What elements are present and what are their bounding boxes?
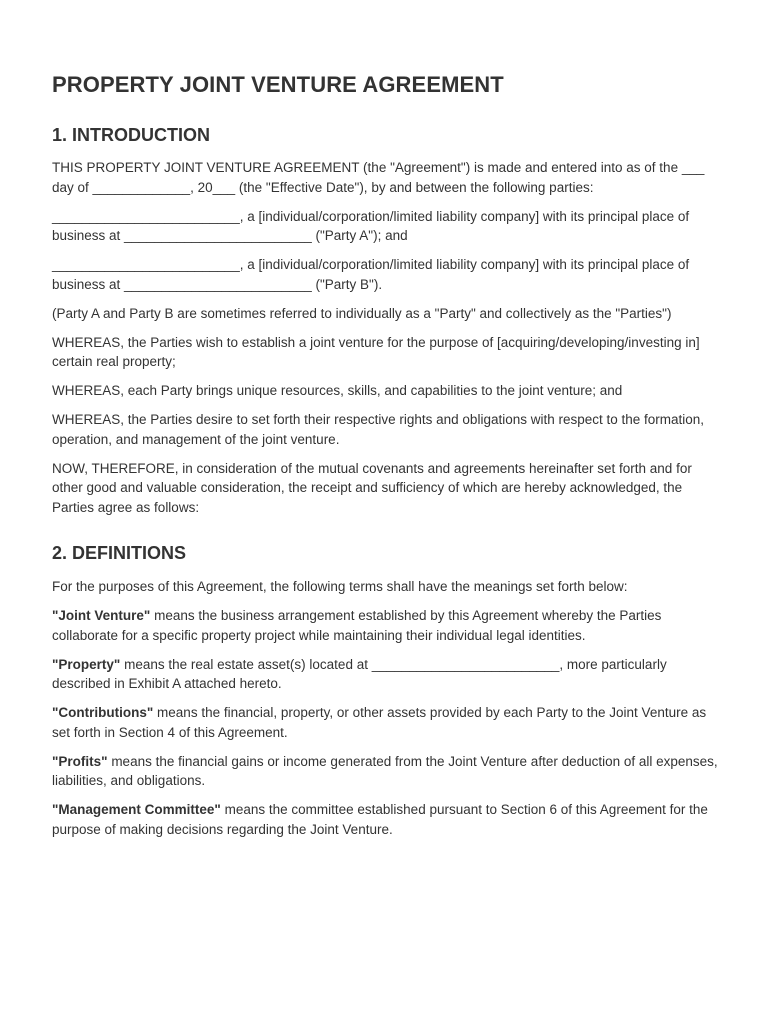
section-definitions <box>52 541 718 839</box>
intro-paragraph-whereas-1: WHEREAS, the Parties wish to establish a joint venture for the purpose of [acquiring/developing/investing in] certain real property; <box>52 334 700 369</box>
definition-text: means the financial gains or income generated from the Joint Venture after deduction of all expenses, liabilities, and obligations. <box>52 753 718 788</box>
definition-joint-venture <box>52 606 718 645</box>
definition-term: "Property" <box>52 656 121 672</box>
intro-paragraph-whereas-3: WHEREAS, the Parties desire to set forth their respective rights and obligations with respect to the formation, operation, and management of the joint venture. <box>52 412 705 447</box>
definition-text: means the business arrangement established by this Agreement whereby the Parties collaborate for a specific property project while maintaining their individual legal identities. <box>52 608 662 643</box>
definition-property <box>52 655 718 694</box>
definition-text: means the financial, property, or other assets provided by each Party to the Joint Venture as set forth in Section 4 of this Agreement. <box>52 705 707 740</box>
intro-paragraph-parties-note: (Party A and Party B are sometimes referred to individually as a "Party" and collectively as the "Parties") <box>52 305 672 321</box>
definition-text: means the real estate asset(s) located at _________________________, more particularly described in Exhibit A attached hereto. <box>52 656 667 691</box>
intro-paragraph-agreement: THIS PROPERTY JOINT VENTURE AGREEMENT (the "Agreement") is made and entered into as of the ___ day of _____________, 20___ (the "Effective Date"), by and between the following parties: <box>52 160 705 195</box>
section-introduction <box>52 123 718 517</box>
definition-term: "Profits" <box>52 753 108 769</box>
definition-management-committee <box>52 800 718 839</box>
definition-contributions <box>52 703 718 742</box>
intro-paragraph-whereas-2: WHEREAS, each Party brings unique resources, skills, and capabilities to the joint venture; and <box>52 383 623 398</box>
intro-paragraph-party-b: _________________________, a [individual/corporation/limited liability company] with its principal place of business at _________________________ ("Party B"). <box>52 257 690 292</box>
definitions-intro: For the purposes of this Agreement, the following terms shall have the meanings set forth below: <box>52 579 628 594</box>
definition-term: "Joint Venture" <box>52 608 151 623</box>
definition-term: "Contributions" <box>52 705 154 720</box>
intro-paragraph-now-therefore: NOW, THEREFORE, in consideration of the mutual covenants and agreements hereinafter set forth and for other good and valuable consideration, the receipt and sufficiency of which are hereby acknowledged, the Parties agree as follows: <box>52 460 692 515</box>
section-heading-introduction: 1. INTRODUCTION <box>52 125 211 145</box>
definition-term: "Management Committee" <box>52 802 221 817</box>
intro-paragraph-party-a: _________________________, a [individual/corporation/limited liability company] with its principal place of business at _________________________ ("Party A"); and <box>52 208 690 243</box>
definition-profits <box>52 752 718 791</box>
definition-text: means the committee established pursuant to Section 6 of this Agreement for the purpose of making decisions regarding the Joint Venture. <box>52 802 708 837</box>
document-title: PROPERTY JOINT VENTURE AGREEMENT <box>52 72 504 97</box>
section-heading-definitions: 2. DEFINITIONS <box>52 543 187 563</box>
